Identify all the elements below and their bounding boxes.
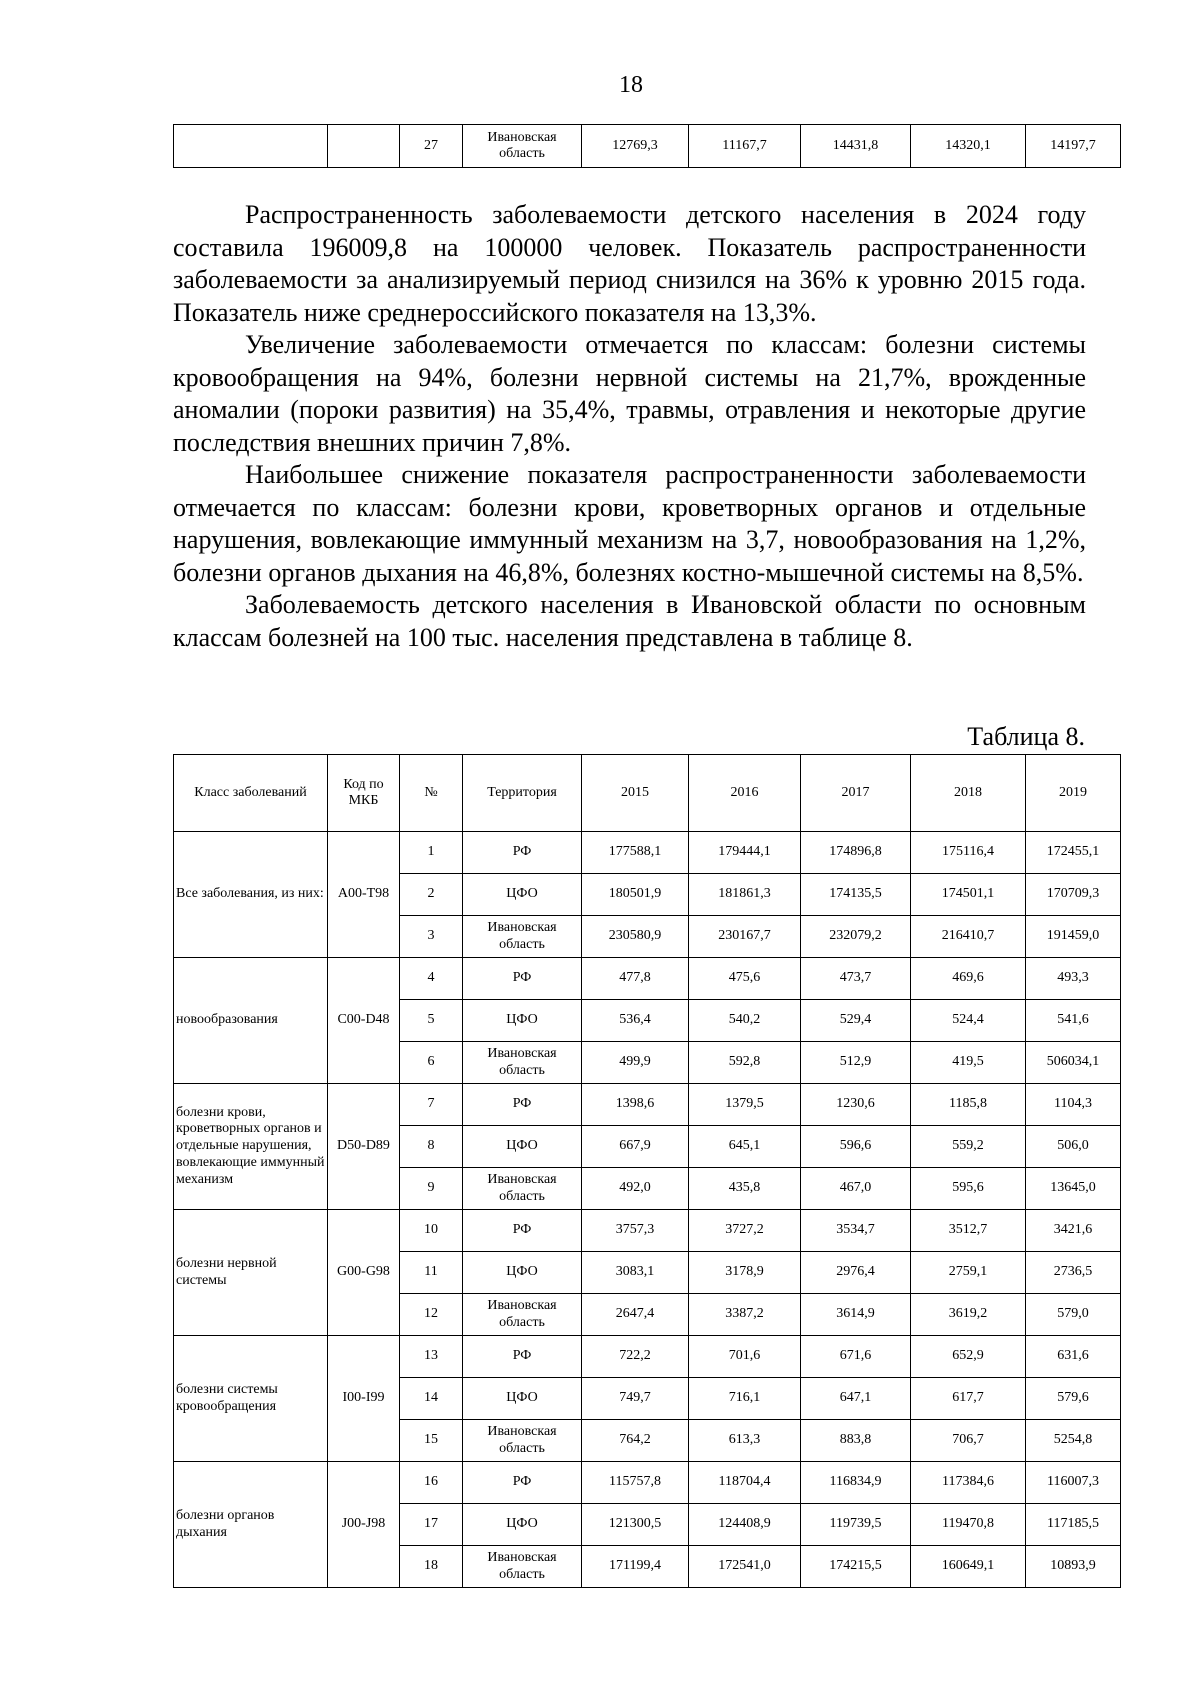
row-number-cell: 5	[400, 1000, 463, 1042]
row-number-cell: 11	[400, 1252, 463, 1294]
disease-class-cell: Все заболевания, из них:	[174, 832, 328, 958]
value-cell: 1104,3	[1026, 1084, 1121, 1126]
value-cell: 174135,5	[801, 874, 911, 916]
value-cell: 179444,1	[689, 832, 801, 874]
value-cell: 631,6	[1026, 1336, 1121, 1378]
territory-cell: ЦФО	[463, 1000, 582, 1042]
territory-cell: РФ	[463, 1210, 582, 1252]
table-row	[174, 125, 1121, 168]
value-cell: 14431,8	[801, 125, 911, 168]
value-cell: 115757,8	[582, 1462, 689, 1504]
value-cell: 191459,0	[1026, 916, 1121, 958]
row-number-cell: 18	[400, 1546, 463, 1588]
value-cell: 722,2	[582, 1336, 689, 1378]
value-cell: 506034,1	[1026, 1042, 1121, 1084]
header-year: 2019	[1026, 755, 1121, 832]
value-cell: 3614,9	[801, 1294, 911, 1336]
territory-cell: ЦФО	[463, 1252, 582, 1294]
value-cell: 230167,7	[689, 916, 801, 958]
table-body	[174, 832, 1121, 1588]
value-cell: 2647,4	[582, 1294, 689, 1336]
value-cell: 475,6	[689, 958, 801, 1000]
territory-cell: ЦФО	[463, 874, 582, 916]
value-cell: 5254,8	[1026, 1420, 1121, 1462]
row-number-cell: 3	[400, 916, 463, 958]
value-cell: 477,8	[582, 958, 689, 1000]
row-number-cell: 1	[400, 832, 463, 874]
value-cell: 116007,3	[1026, 1462, 1121, 1504]
value-cell: 617,7	[911, 1378, 1026, 1420]
value-cell: 174896,8	[801, 832, 911, 874]
row-number-cell: 10	[400, 1210, 463, 1252]
table-caption: Таблица 8.	[967, 722, 1085, 751]
value-cell: 529,4	[801, 1000, 911, 1042]
header-territory: Территория	[463, 755, 582, 832]
paragraph: Распространенность заболеваемости детского населения в 2024 году составила 196009,8 на 100000 человек. Показатель распространенности заболеваемости за анализируемый период снизился на 36% к уровню 2015 года. Показатель ниже среднероссийского показателя на 13,3%.	[173, 200, 1086, 327]
value-cell: 177588,1	[582, 832, 689, 874]
disease-class-cell: болезни нервной системы	[174, 1210, 328, 1336]
table-row	[174, 958, 1121, 1000]
morbidity-table	[173, 754, 1121, 1588]
value-cell: 536,4	[582, 1000, 689, 1042]
value-cell: 119739,5	[801, 1504, 911, 1546]
row-number-cell: 2	[400, 874, 463, 916]
value-cell: 3178,9	[689, 1252, 801, 1294]
value-cell: 180501,9	[582, 874, 689, 916]
territory-cell: РФ	[463, 1462, 582, 1504]
disease-class-cell: новообразования	[174, 958, 328, 1084]
paragraph: Наибольшее снижение показателя распространенности заболеваемости отмечается по классам: болезни крови, кроветворных органов и отдельные нарушения, вовлекающие иммунный механизм на 3,7, новообразования на 1,2%, болезни органов дыхания на 46,8%, болезнях костно-мышечной системы на 8,5%.	[173, 460, 1086, 587]
value-cell: 652,9	[911, 1336, 1026, 1378]
value-cell: 473,7	[801, 958, 911, 1000]
value-cell: 706,7	[911, 1420, 1026, 1462]
icd-code-cell: А00-Т98	[328, 832, 400, 958]
code-cell	[328, 125, 400, 168]
value-cell: 667,9	[582, 1126, 689, 1168]
value-cell: 716,1	[689, 1378, 801, 1420]
value-cell: 14320,1	[911, 125, 1026, 168]
territory-cell: РФ	[463, 832, 582, 874]
value-cell: 419,5	[911, 1042, 1026, 1084]
value-cell: 160649,1	[911, 1546, 1026, 1588]
territory-cell: Ивановская область	[463, 1294, 582, 1336]
value-cell: 524,4	[911, 1000, 1026, 1042]
row-number-cell: 15	[400, 1420, 463, 1462]
disease-class-cell: болезни крови, кроветворных органов и отдельные нарушения, вовлекающие иммунный механизм	[174, 1084, 328, 1210]
value-cell: 435,8	[689, 1168, 801, 1210]
value-cell: 174215,5	[801, 1546, 911, 1588]
value-cell: 764,2	[582, 1420, 689, 1462]
value-cell: 12769,3	[582, 125, 689, 168]
disease-class-cell: болезни системы кровообращения	[174, 1336, 328, 1462]
header-year: 2018	[911, 755, 1026, 832]
num-cell: 27	[400, 125, 463, 168]
value-cell: 596,6	[801, 1126, 911, 1168]
value-cell: 172455,1	[1026, 832, 1121, 874]
table-row	[174, 832, 1121, 874]
value-cell: 2736,5	[1026, 1252, 1121, 1294]
header-year: 2017	[801, 755, 911, 832]
row-number-cell: 4	[400, 958, 463, 1000]
value-cell: 14197,7	[1026, 125, 1121, 168]
header-year: 2015	[582, 755, 689, 832]
icd-code-cell: I00-I99	[328, 1336, 400, 1462]
value-cell: 1185,8	[911, 1084, 1026, 1126]
value-cell: 512,9	[801, 1042, 911, 1084]
row-number-cell: 6	[400, 1042, 463, 1084]
value-cell: 3534,7	[801, 1210, 911, 1252]
paragraph: Заболеваемость детского населения в Ивановской области по основным классам болезней на 100 тыс. населения представлена в таблице 8.	[173, 590, 1086, 652]
value-cell: 124408,9	[689, 1504, 801, 1546]
value-cell: 121300,5	[582, 1504, 689, 1546]
value-cell: 13645,0	[1026, 1168, 1121, 1210]
row-number-cell: 17	[400, 1504, 463, 1546]
value-cell: 3757,3	[582, 1210, 689, 1252]
table-row	[174, 1210, 1121, 1252]
value-cell: 2976,4	[801, 1252, 911, 1294]
value-cell: 3619,2	[911, 1294, 1026, 1336]
row-number-cell: 14	[400, 1378, 463, 1420]
value-cell: 595,6	[911, 1168, 1026, 1210]
value-cell: 3512,7	[911, 1210, 1026, 1252]
value-cell: 171199,4	[582, 1546, 689, 1588]
value-cell: 645,1	[689, 1126, 801, 1168]
value-cell: 469,6	[911, 958, 1026, 1000]
territory-cell: РФ	[463, 958, 582, 1000]
value-cell: 647,1	[801, 1378, 911, 1420]
value-cell: 592,8	[689, 1042, 801, 1084]
class-cell	[174, 125, 328, 168]
value-cell: 1398,6	[582, 1084, 689, 1126]
value-cell: 175116,4	[911, 832, 1026, 874]
row-number-cell: 12	[400, 1294, 463, 1336]
row-number-cell: 7	[400, 1084, 463, 1126]
header-year: 2016	[689, 755, 801, 832]
value-cell: 119470,8	[911, 1504, 1026, 1546]
value-cell: 493,3	[1026, 958, 1121, 1000]
paragraph: Увеличение заболеваемости отмечается по классам: болезни системы кровообращения на 94%, болезни нервной системы на 21,7%, врожденные аномалии (пороки развития) на 35,4%, травмы, отравления и некоторые другие последствия внешних причин 7,8%.	[173, 330, 1086, 457]
value-cell: 118704,4	[689, 1462, 801, 1504]
row-number-cell: 9	[400, 1168, 463, 1210]
icd-code-cell: D50-D89	[328, 1084, 400, 1210]
body-text	[173, 199, 1086, 654]
territory-cell: Ивановская область	[463, 1168, 582, 1210]
value-cell: 579,0	[1026, 1294, 1121, 1336]
value-cell: 499,9	[582, 1042, 689, 1084]
value-cell: 3387,2	[689, 1294, 801, 1336]
icd-code-cell: J00-J98	[328, 1462, 400, 1588]
value-cell: 613,3	[689, 1420, 801, 1462]
territory-cell: ЦФО	[463, 1504, 582, 1546]
territory-cell: РФ	[463, 1336, 582, 1378]
disease-class-cell: болезни органов дыхания	[174, 1462, 328, 1588]
territory-cell: ЦФО	[463, 1126, 582, 1168]
value-cell: 230580,9	[582, 916, 689, 958]
territory-cell: Ивановская область	[463, 1546, 582, 1588]
territory-cell: Ивановская область	[463, 125, 582, 168]
table-header-row	[174, 755, 1121, 832]
value-cell: 117384,6	[911, 1462, 1026, 1504]
value-cell: 170709,3	[1026, 874, 1121, 916]
value-cell: 172541,0	[689, 1546, 801, 1588]
value-cell: 559,2	[911, 1126, 1026, 1168]
header-num: №	[400, 755, 463, 832]
value-cell: 492,0	[582, 1168, 689, 1210]
value-cell: 2759,1	[911, 1252, 1026, 1294]
territory-cell: РФ	[463, 1084, 582, 1126]
territory-cell: Ивановская область	[463, 1042, 582, 1084]
value-cell: 3083,1	[582, 1252, 689, 1294]
territory-cell: Ивановская область	[463, 1420, 582, 1462]
value-cell: 181861,3	[689, 874, 801, 916]
value-cell: 3421,6	[1026, 1210, 1121, 1252]
value-cell: 467,0	[801, 1168, 911, 1210]
value-cell: 506,0	[1026, 1126, 1121, 1168]
value-cell: 10893,9	[1026, 1546, 1121, 1588]
value-cell: 540,2	[689, 1000, 801, 1042]
value-cell: 883,8	[801, 1420, 911, 1462]
value-cell: 3727,2	[689, 1210, 801, 1252]
territory-cell: Ивановская область	[463, 916, 582, 958]
header-class: Класс заболеваний	[174, 755, 328, 832]
row-number-cell: 16	[400, 1462, 463, 1504]
continued-table-row	[173, 124, 1121, 168]
value-cell: 541,6	[1026, 1000, 1121, 1042]
table-row	[174, 1084, 1121, 1126]
header-code: Код по МКБ	[328, 755, 400, 832]
row-number-cell: 13	[400, 1336, 463, 1378]
value-cell: 117185,5	[1026, 1504, 1121, 1546]
territory-cell: ЦФО	[463, 1378, 582, 1420]
icd-code-cell: С00-D48	[328, 958, 400, 1084]
value-cell: 216410,7	[911, 916, 1026, 958]
value-cell: 749,7	[582, 1378, 689, 1420]
row-number-cell: 8	[400, 1126, 463, 1168]
page-number: 18	[619, 72, 643, 98]
table-row	[174, 1336, 1121, 1378]
value-cell: 1379,5	[689, 1084, 801, 1126]
value-cell: 174501,1	[911, 874, 1026, 916]
value-cell: 116834,9	[801, 1462, 911, 1504]
value-cell: 579,6	[1026, 1378, 1121, 1420]
icd-code-cell: G00-G98	[328, 1210, 400, 1336]
value-cell: 11167,7	[689, 125, 801, 168]
value-cell: 671,6	[801, 1336, 911, 1378]
value-cell: 1230,6	[801, 1084, 911, 1126]
value-cell: 232079,2	[801, 916, 911, 958]
value-cell: 701,6	[689, 1336, 801, 1378]
table-row	[174, 1462, 1121, 1504]
